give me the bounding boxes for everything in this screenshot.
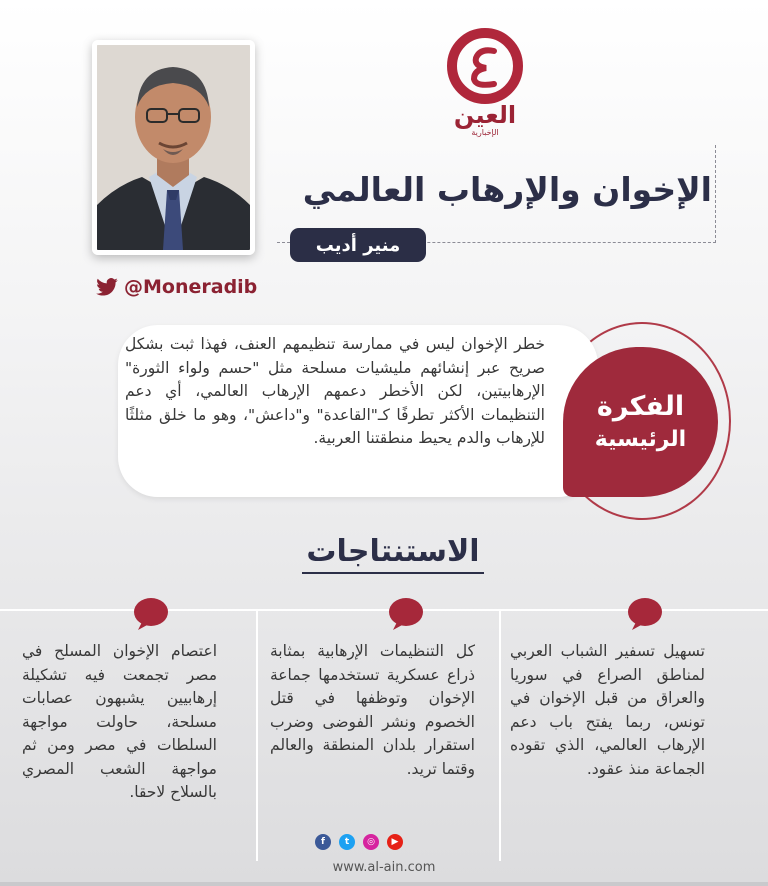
speech-bubble-icon bbox=[387, 597, 425, 631]
conclusion-item: تسهيل تسفير الشباب العربي لمناطق الصراع في سوريا والعراق من قبل الإخوان في تونس، ربما يفتح باب دعم الإرهاب العالمي، الذي تقوده الجماعة منذ عقود. bbox=[510, 642, 705, 778]
youtube-icon[interactable]: ▶ bbox=[387, 834, 403, 850]
twitter-handle-text: @Moneradib bbox=[124, 276, 258, 298]
speech-bubble-icon bbox=[626, 597, 664, 631]
footer-rule bbox=[0, 882, 768, 886]
page-title: الإخوان والإرهاب العالمي bbox=[302, 170, 712, 209]
main-idea-badge bbox=[563, 347, 718, 497]
speech-bubble-icon bbox=[132, 597, 170, 631]
brand-name: العين bbox=[453, 101, 517, 129]
main-idea-text: خطر الإخوان ليس في ممارسة تنظيمهم العنف، فهذا ثبت بشكل صريح عبر إنشائهم مليشيات مسلحة مثل "حسم ولواء الثورة" الإرهابيتين، لكن الأخطر دعمهم الإرهاب العالمي، أي دعم التنظيمات الأكثر تطرفًا كـ"القاعدة" و"داعش"، وهو ما خلق مثلثًا للإرهاب والدم يحيط منطقتنا العربية. bbox=[125, 335, 545, 447]
conclusions-title: الاستنتاجات bbox=[306, 534, 480, 569]
author-name: منير أديب bbox=[290, 228, 426, 262]
conclusion-item: كل التنظيمات الإرهابية بمثابة ذراع عسكرية تستخدمها جماعة الإخوان وتوظفها في قتل الخصوم ونشر الفوضى وضرب استقرار بلدان المنطقة والعالم وقتما تريد. bbox=[270, 642, 475, 778]
main-idea-badge-line1: الفكرة bbox=[596, 391, 685, 422]
twitter-handle[interactable] bbox=[96, 274, 257, 300]
conclusions-underline bbox=[302, 572, 484, 574]
twitter-icon bbox=[96, 278, 118, 296]
twitter-icon[interactable]: t bbox=[339, 834, 355, 850]
social-links bbox=[315, 834, 403, 850]
title-frame-vertical bbox=[715, 145, 716, 243]
conclusion-item: اعتصام الإخوان المسلح في مصر تجمعت فيه تشكيلة إرهابيين يشبهون عصابات مسلحة، حاولت مواجهة السلطات في مصر ومن ثم مواجهة الشعب المصري بالسلاح لاحقا. bbox=[22, 642, 217, 801]
brand-subtitle: الإخبارية bbox=[471, 128, 499, 137]
main-idea-badge-line2: الرئيسية bbox=[594, 427, 687, 452]
column-divider bbox=[499, 611, 501, 861]
facebook-icon[interactable]: f bbox=[315, 834, 331, 850]
site-url[interactable]: www.al-ain.com bbox=[332, 860, 436, 875]
author-photo bbox=[92, 40, 255, 255]
column-divider bbox=[256, 611, 258, 861]
instagram-icon[interactable]: ◎ bbox=[363, 834, 379, 850]
